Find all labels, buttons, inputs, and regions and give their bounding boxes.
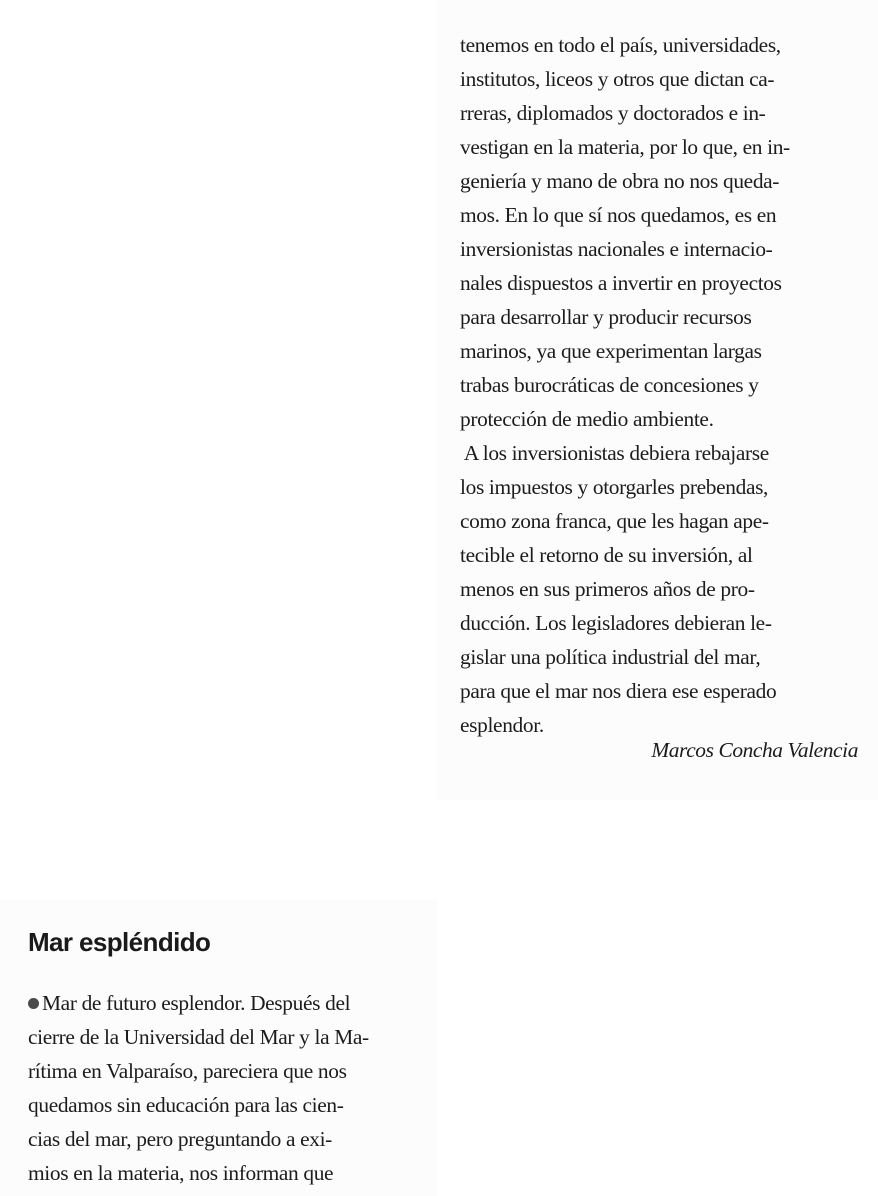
body-line: como zona franca, que les hagan ape-: [460, 509, 769, 533]
body-line: A los inversionistas debiera rebajarse: [460, 441, 769, 465]
bullet-icon: [28, 998, 39, 1009]
body-line: vestigan en la materia, por lo que, en in-: [460, 135, 790, 159]
body-line: inversionistas nacionales e internacio-: [460, 237, 773, 261]
body-line: protección de medio ambiente.: [460, 407, 714, 431]
body-line: quedamos sin educación para las cien-: [28, 1093, 344, 1117]
body-line: mos. En lo que sí nos quedamos, es en: [460, 203, 777, 227]
body-line-first: [28, 993, 350, 1014]
body-line: rítima en Valparaíso, pareciera que nos: [28, 1059, 347, 1083]
article-headline: Mar espléndido: [28, 927, 211, 957]
body-line: ducción. Los legisladores debieran le-: [460, 611, 772, 635]
body-line: mios en la materia, nos informan que: [28, 1161, 334, 1185]
body-line: tenemos en todo el país, universidades,: [460, 33, 781, 57]
body-line-text: Mar de futuro esplendor. Después del: [42, 991, 351, 1015]
body-line: geniería y mano de obra no nos queda-: [460, 169, 780, 193]
body-line: trabas burocráticas de concesiones y: [460, 373, 759, 397]
body-line: menos en sus primeros años de pro-: [460, 577, 755, 601]
body-line: cias del mar, pero preguntando a exi-: [28, 1127, 332, 1151]
body-line: esplendor.: [460, 713, 544, 737]
body-line: tecible el retorno de su inversión, al: [460, 543, 753, 567]
body-line: gislar una política industrial del mar,: [460, 645, 761, 669]
author-signature: Marcos Concha Valencia: [651, 738, 858, 762]
body-line: institutos, liceos y otros que dictan ca-: [460, 67, 775, 91]
body-line: los impuestos y otorgarles prebendas,: [460, 475, 769, 499]
body-line: cierre de la Universidad del Mar y la Ma-: [28, 1025, 369, 1049]
body-line: para que el mar nos diera ese esperado: [460, 679, 777, 703]
body-line: marinos, ya que experimentan largas: [460, 339, 762, 363]
body-line: para desarrollar y producir recursos: [460, 305, 752, 329]
body-line: rreras, diplomados y doctorados e in-: [460, 101, 766, 125]
body-line: nales dispuestos a invertir en proyectos: [460, 271, 782, 295]
